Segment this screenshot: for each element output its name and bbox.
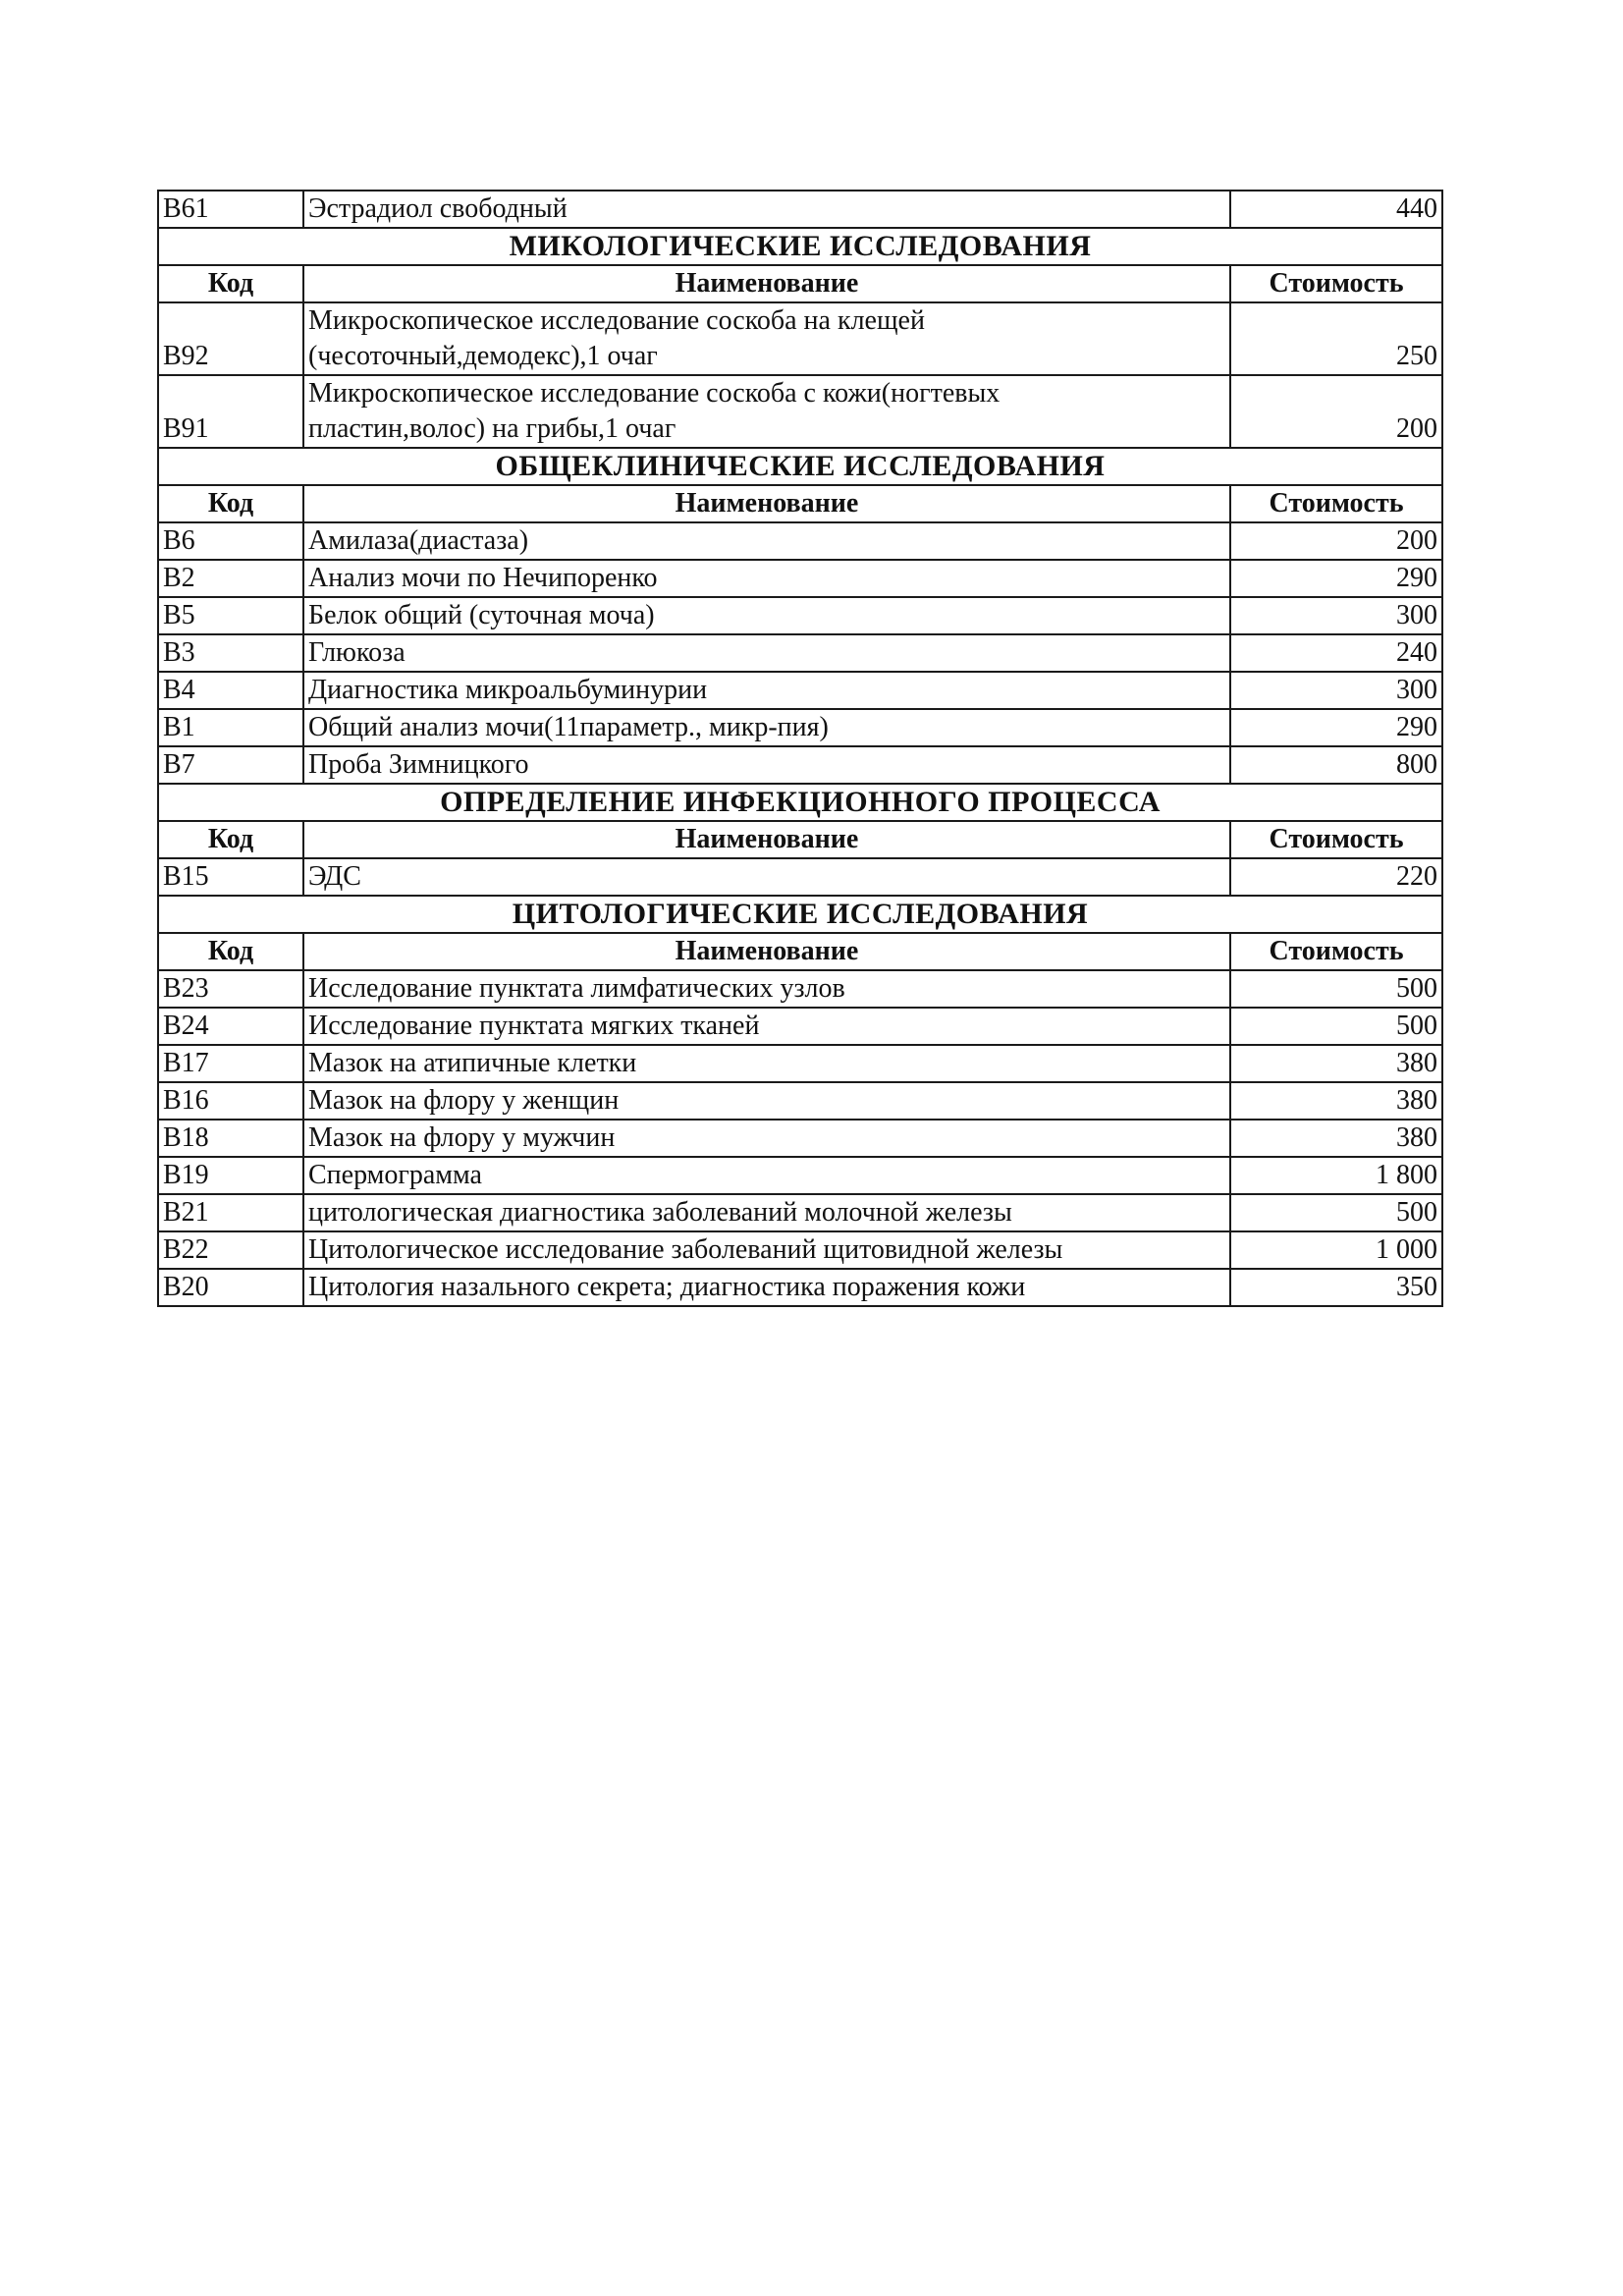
service-name: Мазок на атипичные клетки: [303, 1045, 1230, 1082]
service-price: 290: [1230, 560, 1442, 597]
table-row: [158, 560, 1442, 597]
header-price: Стоимость: [1230, 821, 1442, 858]
service-price: 380: [1230, 1120, 1442, 1157]
service-code: B6: [158, 522, 303, 560]
table-row: [158, 1194, 1442, 1231]
service-price: 800: [1230, 746, 1442, 784]
section-title: ОПРЕДЕЛЕНИЕ ИНФЕКЦИОННОГО ПРОЦЕССА: [158, 784, 1442, 821]
service-code: B22: [158, 1231, 303, 1269]
service-name-line: Микроскопическое исследование соскоба на клещей: [308, 305, 925, 336]
service-name: ЭДС: [303, 858, 1230, 896]
service-name: Общий анализ мочи(11параметр., микр-пия): [303, 709, 1230, 746]
service-code: B92: [158, 302, 303, 375]
service-name: Цитология назального секрета; диагностика поражения кожи: [303, 1269, 1230, 1306]
table-row: [158, 302, 1442, 375]
service-name: Спермограмма: [303, 1157, 1230, 1194]
service-code: B20: [158, 1269, 303, 1306]
header-name: Наименование: [303, 821, 1230, 858]
service-code: B91: [158, 375, 303, 448]
table-row: [158, 746, 1442, 784]
table-row: [158, 634, 1442, 672]
header-code: Код: [158, 485, 303, 522]
service-price: 500: [1230, 1194, 1442, 1231]
header-code: Код: [158, 821, 303, 858]
service-code: B18: [158, 1120, 303, 1157]
service-name: Исследование пунктата мягких тканей: [303, 1008, 1230, 1045]
service-name: Диагностика микроальбуминурии: [303, 672, 1230, 709]
service-code: B17: [158, 1045, 303, 1082]
service-name: Мазок на флору у мужчин: [303, 1120, 1230, 1157]
table-row: [158, 858, 1442, 896]
header-row: [158, 485, 1442, 522]
service-code: B19: [158, 1157, 303, 1194]
service-code: B15: [158, 858, 303, 896]
service-code: B21: [158, 1194, 303, 1231]
service-name: [303, 375, 1230, 448]
service-name: Глюкоза: [303, 634, 1230, 672]
service-code: B5: [158, 597, 303, 634]
header-name: Наименование: [303, 485, 1230, 522]
table-row: [158, 597, 1442, 634]
service-name-line: (чесоточный,демодекс),1 очаг: [308, 341, 658, 371]
header-row: [158, 821, 1442, 858]
service-code: B1: [158, 709, 303, 746]
service-name: Проба Зимницкого: [303, 746, 1230, 784]
service-code: B61: [158, 191, 303, 228]
table-row: [158, 375, 1442, 448]
section-title-row: [158, 228, 1442, 265]
header-price: Стоимость: [1230, 265, 1442, 302]
service-price: 200: [1230, 375, 1442, 448]
service-price: 380: [1230, 1082, 1442, 1120]
service-name: Цитологическое исследование заболеваний щитовидной железы: [303, 1231, 1230, 1269]
service-name-line: пластин,волос) на грибы,1 очаг: [308, 413, 676, 444]
table-row: [158, 1157, 1442, 1194]
section-title-row: [158, 784, 1442, 821]
service-name: Амилаза(диастаза): [303, 522, 1230, 560]
section-title: МИКОЛОГИЧЕСКИЕ ИССЛЕДОВАНИЯ: [158, 228, 1442, 265]
service-name: Эстрадиол свободный: [303, 191, 1230, 228]
service-price: 1 800: [1230, 1157, 1442, 1194]
service-code: B24: [158, 1008, 303, 1045]
table-row: [158, 1045, 1442, 1082]
service-price: 300: [1230, 597, 1442, 634]
service-code: B2: [158, 560, 303, 597]
service-code: B4: [158, 672, 303, 709]
table-row: [158, 1082, 1442, 1120]
header-code: Код: [158, 933, 303, 970]
service-price: 220: [1230, 858, 1442, 896]
service-price: 350: [1230, 1269, 1442, 1306]
service-price: 300: [1230, 672, 1442, 709]
header-price: Стоимость: [1230, 933, 1442, 970]
service-name: Белок общий (суточная моча): [303, 597, 1230, 634]
service-price: 240: [1230, 634, 1442, 672]
service-price: 1 000: [1230, 1231, 1442, 1269]
service-name: Исследование пунктата лимфатических узлов: [303, 970, 1230, 1008]
service-name-line: Микроскопическое исследование соскоба с кожи(ногтевых: [308, 378, 1001, 409]
service-price: 250: [1230, 302, 1442, 375]
header-row: [158, 265, 1442, 302]
service-code: B23: [158, 970, 303, 1008]
table-row: [158, 709, 1442, 746]
header-price: Стоимость: [1230, 485, 1442, 522]
service-code: B7: [158, 746, 303, 784]
service-name: Анализ мочи по Нечипоренко: [303, 560, 1230, 597]
section-title: ОБЩЕКЛИНИЧЕСКИЕ ИССЛЕДОВАНИЯ: [158, 448, 1442, 485]
table-row: [158, 1269, 1442, 1306]
header-row: [158, 933, 1442, 970]
service-code: B16: [158, 1082, 303, 1120]
table-row: [158, 1231, 1442, 1269]
table-row: [158, 1008, 1442, 1045]
header-name: Наименование: [303, 265, 1230, 302]
table-row: [158, 672, 1442, 709]
service-price: 380: [1230, 1045, 1442, 1082]
service-name: Мазок на флору у женщин: [303, 1082, 1230, 1120]
service-price: 290: [1230, 709, 1442, 746]
table-row: [158, 191, 1442, 228]
section-title-row: [158, 448, 1442, 485]
price-table: [157, 190, 1443, 1307]
service-code: B3: [158, 634, 303, 672]
table-row: [158, 1120, 1442, 1157]
service-name: цитологическая диагностика заболеваний молочной железы: [303, 1194, 1230, 1231]
table-row: [158, 970, 1442, 1008]
service-name: [303, 302, 1230, 375]
section-title-row: [158, 896, 1442, 933]
section-title: ЦИТОЛОГИЧЕСКИЕ ИССЛЕДОВАНИЯ: [158, 896, 1442, 933]
header-name: Наименование: [303, 933, 1230, 970]
service-price: 200: [1230, 522, 1442, 560]
table-row: [158, 522, 1442, 560]
service-price: 440: [1230, 191, 1442, 228]
header-code: Код: [158, 265, 303, 302]
service-price: 500: [1230, 1008, 1442, 1045]
service-price: 500: [1230, 970, 1442, 1008]
